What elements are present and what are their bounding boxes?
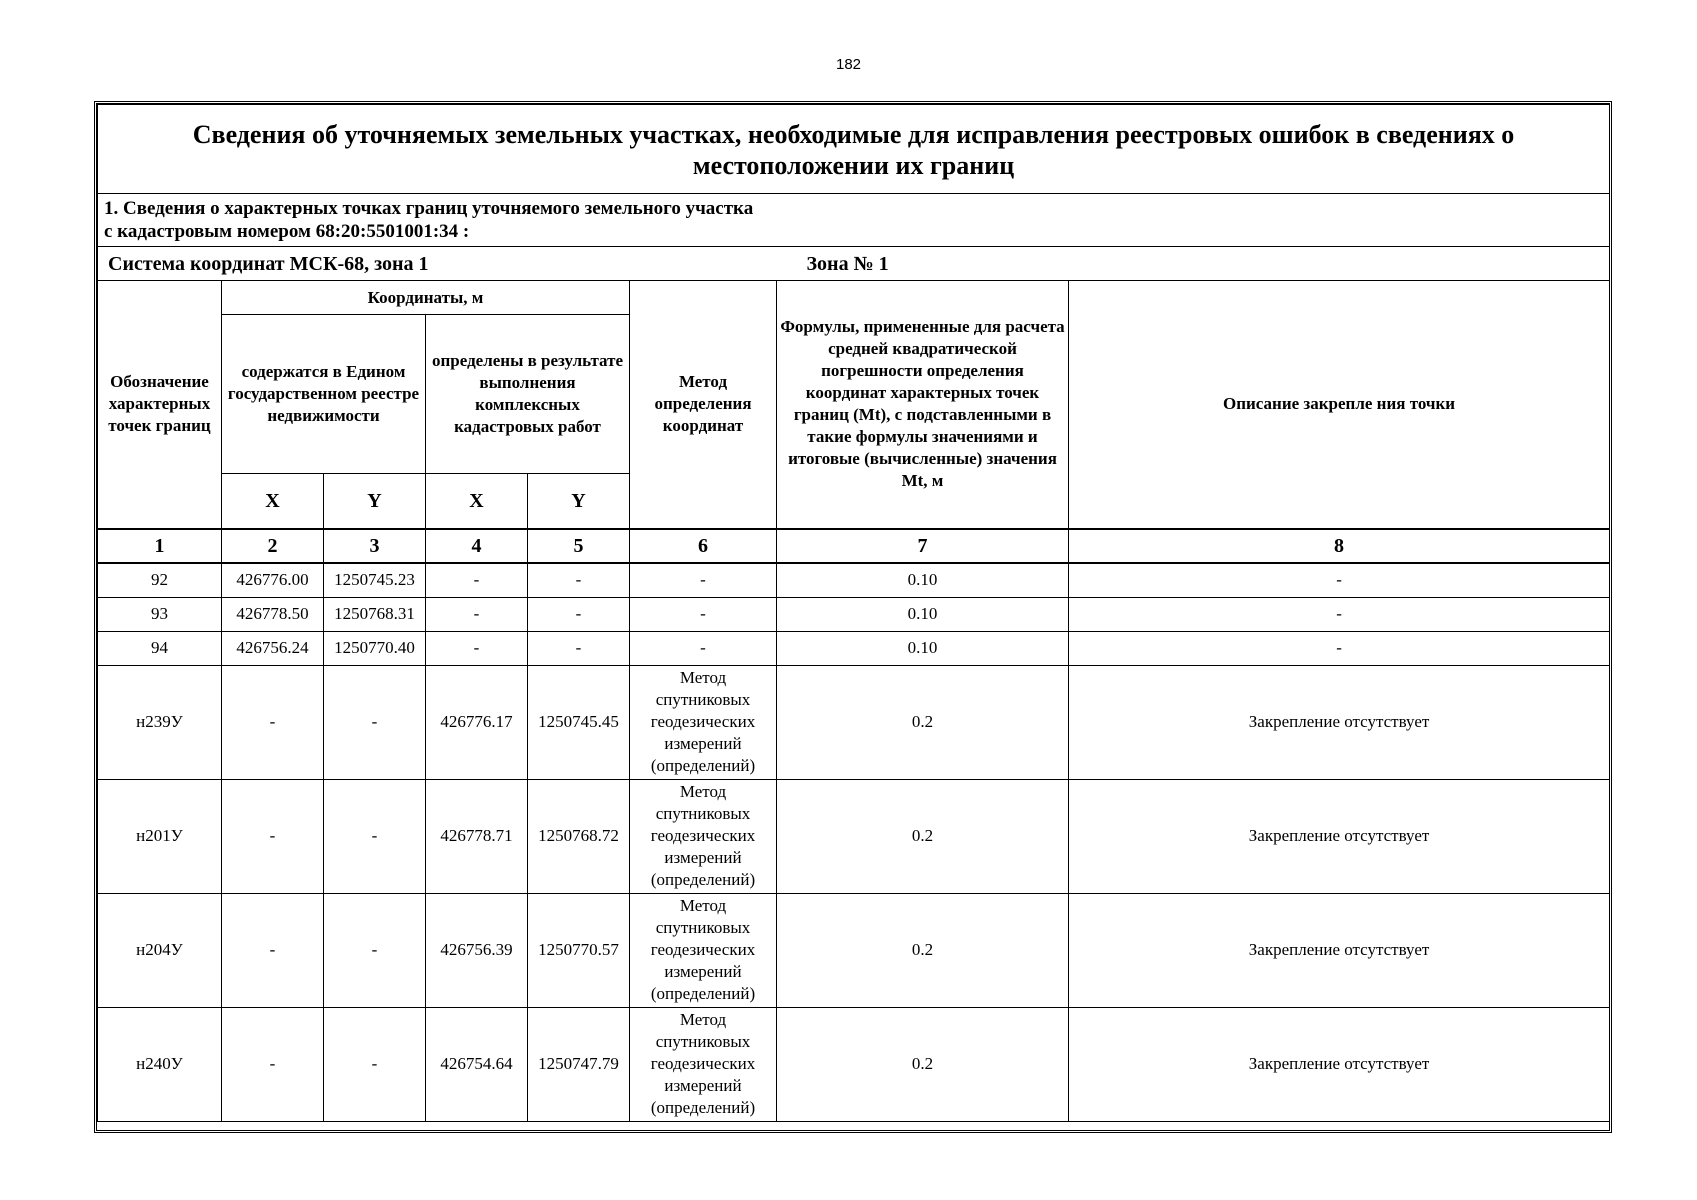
zone-label: Зона № 1 — [777, 247, 1610, 281]
x-cadastral: - — [426, 597, 528, 631]
fixation-description: Закрепление отсутствует — [1069, 893, 1610, 1007]
point-id: н239У — [98, 665, 222, 779]
header-point-designation: Обозначение характерных точек границ — [98, 281, 222, 529]
x-egrn: 426778.50 — [222, 597, 324, 631]
section-heading-line-2: с кадастровым номером 68:20:5501001:34 : — [104, 221, 470, 242]
fixation-description: - — [1069, 563, 1610, 598]
document-title: Сведения об уточняемых земельных участках, необходимые для исправления реестровых ошибок в сведениях о местоположении их границ — [98, 105, 1610, 194]
column-number: 7 — [777, 529, 1069, 563]
point-id: н201У — [98, 779, 222, 893]
page-number: 182 — [835, 56, 862, 73]
x-egrn: 426756.24 — [222, 631, 324, 665]
cadastral-table — [97, 104, 1610, 1122]
fixation-description: - — [1069, 597, 1610, 631]
y-egrn: - — [324, 893, 426, 1007]
column-number: 6 — [630, 529, 777, 563]
point-id: 92 — [98, 563, 222, 598]
column-number: 4 — [426, 529, 528, 563]
x-egrn: - — [222, 665, 324, 779]
y-egrn: 1250745.23 — [324, 563, 426, 598]
point-id: н204У — [98, 893, 222, 1007]
y-cadastral: - — [528, 563, 630, 598]
mt-value: 0.2 — [777, 665, 1069, 779]
section-heading — [98, 194, 1610, 247]
header-y-egrn: Y — [324, 474, 426, 529]
x-egrn: - — [222, 779, 324, 893]
header-formulas: Формулы, примененные для расчета средней квадратической погрешности определения координат характерных точек границ (Mt), с подставленными в такие формулы значениями и итоговые (вычисленные) значения Mt, м — [777, 281, 1069, 529]
method: - — [630, 631, 777, 665]
header-coordinates: Координаты, м — [222, 281, 630, 315]
column-number: 8 — [1069, 529, 1610, 563]
fixation-description: Закрепление отсутствует — [1069, 665, 1610, 779]
method: - — [630, 563, 777, 598]
header-cadastral-works: определены в результате выполнения комплексных кадастровых работ — [426, 315, 630, 474]
column-number: 2 — [222, 529, 324, 563]
y-egrn: - — [324, 665, 426, 779]
fixation-description: - — [1069, 631, 1610, 665]
y-egrn: - — [324, 1007, 426, 1121]
table-row — [98, 893, 1610, 1007]
fixation-description: Закрепление отсутствует — [1069, 779, 1610, 893]
x-cadastral: - — [426, 563, 528, 598]
y-cadastral: 1250770.57 — [528, 893, 630, 1007]
x-cadastral: 426754.64 — [426, 1007, 528, 1121]
section-heading-line-1: 1. Сведения о характерных точках границ уточняемого земельного участка — [104, 198, 754, 219]
x-cadastral: 426778.71 — [426, 779, 528, 893]
table-row — [98, 597, 1610, 631]
column-number: 3 — [324, 529, 426, 563]
table-row — [98, 631, 1610, 665]
header-x-egrn: X — [222, 474, 324, 529]
document-frame — [94, 101, 1612, 1133]
table-row — [98, 1007, 1610, 1121]
table-row — [98, 779, 1610, 893]
y-egrn: - — [324, 779, 426, 893]
header-x-cadastral: X — [426, 474, 528, 529]
table-row — [98, 665, 1610, 779]
y-cadastral: 1250747.79 — [528, 1007, 630, 1121]
mt-value: 0.2 — [777, 779, 1069, 893]
y-egrn: 1250770.40 — [324, 631, 426, 665]
mt-value: 0.10 — [777, 563, 1069, 598]
mt-value: 0.2 — [777, 893, 1069, 1007]
header-egrn: содержатся в Едином государственном реестре недвижимости — [222, 315, 426, 474]
table-row — [98, 563, 1610, 598]
column-number: 1 — [98, 529, 222, 563]
x-cadastral: - — [426, 631, 528, 665]
fixation-description: Закрепление отсутствует — [1069, 1007, 1610, 1121]
method: Метод спутниковых геодезических измерений (определений) — [630, 779, 777, 893]
point-id: 93 — [98, 597, 222, 631]
x-egrn: - — [222, 893, 324, 1007]
x-egrn: - — [222, 1007, 324, 1121]
y-cadastral: 1250768.72 — [528, 779, 630, 893]
method: - — [630, 597, 777, 631]
point-id: 94 — [98, 631, 222, 665]
method: Метод спутниковых геодезических измерений (определений) — [630, 1007, 777, 1121]
header-description: Описание закрепле ния точки — [1069, 281, 1610, 529]
mt-value: 0.10 — [777, 631, 1069, 665]
method: Метод спутниковых геодезических измерений (определений) — [630, 893, 777, 1007]
x-egrn: 426776.00 — [222, 563, 324, 598]
y-cadastral: 1250745.45 — [528, 665, 630, 779]
point-id: н240У — [98, 1007, 222, 1121]
x-cadastral: 426756.39 — [426, 893, 528, 1007]
y-cadastral: - — [528, 631, 630, 665]
x-cadastral: 426776.17 — [426, 665, 528, 779]
mt-value: 0.2 — [777, 1007, 1069, 1121]
coordinate-system: Система координат МСК-68, зона 1 — [98, 247, 777, 281]
header-y-cadastral: Y — [528, 474, 630, 529]
y-egrn: 1250768.31 — [324, 597, 426, 631]
header-method: Метод определения координат — [630, 281, 777, 529]
method: Метод спутниковых геодезических измерений (определений) — [630, 665, 777, 779]
column-number: 5 — [528, 529, 630, 563]
mt-value: 0.10 — [777, 597, 1069, 631]
y-cadastral: - — [528, 597, 630, 631]
